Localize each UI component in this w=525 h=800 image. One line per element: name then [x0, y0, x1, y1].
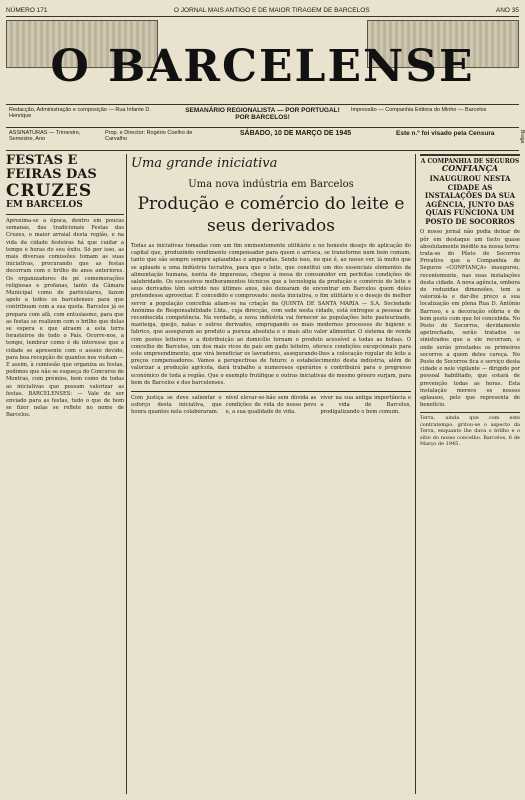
main-bottom-1: Com justiça se deve salientar o esforço desta iniciativa, que honra quantos nela colaboraram.: [131, 395, 222, 416]
side-margin-note: Braga: [519, 130, 525, 144]
festas-article-body: Aproxima-se a época, dentro em poucas semanas, das tradicionais Festas das Cruzes, o maior arraial desta região, e na vida da cidade festeiras há que cuidar a tempo e horas do seu êxito. Só por isso, as mais diversas comissões tomam as suas iniciativas, procurando que as festas decorram com o brilho de anos anteriores. Os organizadores de pé comemorações religiosas e profanas, tanto da Câmara Municipal como de particulares, fazem apelo a todos os barcelenses para que contribuam com a sua quota. Barcelos já os prepara com afã, com entusiasmo, para que as festas se realizem com o brilho que delas se espera e que atraem a esta terra forasteiros de todo o País. Ocorre-nos, a tempo, lembrar como é de interesse que a cidade se apresente com o asseio devido, para boa recepção de quantos nos visitam — E assim, à comissão que organiza as festas, pedimos que não se esqueça do Concurso de Montras, com prémios, bem como de todas as iniciativas que possam valorizar as festas. BARCELENSES: — Vale de ser enviado para as festas, tudo o que de bom se fizer nelas se reflete no nome de Barcelos.: [6, 218, 124, 419]
main-bottom-3: viver na sua antiga importância e a vida de Barcelos, prodigalizando o bem comum.: [320, 395, 412, 416]
director: Prop. e Director: Rogério Coelho de Carvalho: [105, 130, 193, 142]
insurance-subheading: INAUGUROU NESTA CIDADE AS INSTALAÇÕES DA SUA AGÊNCIA, JUNTO DAS QUAIS FUNCIONA UM POSTO DE SOCORROS: [424, 174, 516, 226]
barcelos-heading: EM BARCELOS: [6, 200, 83, 210]
divider: [6, 214, 124, 215]
year-number: ANO 35: [495, 6, 519, 14]
main-column: [126, 154, 416, 794]
cruzes-heading: CRUZES: [6, 181, 93, 201]
info-bar: [6, 104, 519, 128]
sub-bar: [6, 128, 519, 151]
issue-date: SÁBADO, 10 DE MARÇO DE 1945: [239, 130, 352, 137]
subscriptions: ASSINATURAS — Trimestre, Semestre, Ano: [9, 130, 81, 142]
insurance-article-body: O nosso jornal não podia deixar de pôr em destaque um facto quase absolutamente inédito na nossa terra: trata-se do Pôsto de Socorros Privativo que a Companhia de Seguros «CONFIANÇA» inaugurou, recentemente, nas suas instalações desta cidade. A nova agência, embora de reduzidas dimensões, tem a valorizá-la e dar-lhe preço a sua localização em plena Rua D. António Barroso, e a decoração sóbria e de bom gosto com que foi concebida. No Posto de Socorros, devidamente apetrechado, serão tratados os sinistrados que a ele recorram, e onde serão prestados os primeiros socorros a quem deles careça. No Posto de Socorros fica o serviço desta cidade e nele vigilante — dirigido por pessoal habilitado, que estará de prevenção todas as horas. Esta instalação merece os nossos aplausos, pelo que representa de benefício.: [420, 229, 520, 409]
main-headline: Uma nova indústria em Barcelos: [188, 179, 354, 190]
insurance-heading: A COMPANHIA DE SEGUROS: [420, 154, 520, 165]
left-column: [6, 154, 124, 794]
issue-number: NÚMERO 171: [6, 6, 48, 14]
main-article-body: Todas as iniciativas tomadas com um fim eminentemente utilitário e no honesto desejo de aplicação do capital que, produzindo rendimento compensador para quem o arrisca, se transforme num bem comum, tanto que são sempre sempre aplaudidas e amparadas. Sendo isso, no que é, ao nosso ver, lá muito que se aplaude a uma indústria lucrativa, para que o leite, que constitui um dos essenciais elementos da alimentação humana, isenta de impurezas, chegue à mesa do consumidor em perfeitas condições de salubridade. Os sucessivos melhoramentos técnicos que a tecnologia da produção e comércio do leite e seus derivados têm sofrido nos últimos anos, não deixaram de encontrar em Barcelos quem deles pretendesse aproveitar. É concedido e comprovado: nesta iniciativa, o fim utilitário e o desejo de melhor servir a população concelhia aliam-se na criação da QUINTA DE SANTA MARIA — S.A. Sociedade Anónima de Responsabilidade Ltda., cuja direcção, com sede nesta cidade, está entregue a pessoas de reconhecida competência. Na verdade, a nova indústria vai fornecer às populações leite pasteurizado, manteiga, queijo, natas e outros derivados, empregando os mais modernos processos de higiene e fabrico, que asseguram ao produto a pureza absoluta e o mais alto valor alimentar. O sistema de venda com postos leiteiros e a distribuição ao domicílio tornam o produto acessível a todas as bolsas. O concelho de Barcelos, um dos mais ricos do país em gado leiteiro, oferece condições excepcionais para este empreendimento, que virá beneficiar os lavradores, assegurando-lhes a colocação regular do leite a preços compensadores. Vamos a perspectivas de futuro: o estabelecimento desta indústria, além de valorizar a produção agrícola, dará trabalho a numerosos operários e contribuirá para o progresso económico de toda a região. Que o exemplo frutifique e outras iniciativas do mesmo género surjam, para bem de Barcelos e dos barcelenses.: [131, 243, 411, 386]
info-center: SEMANÁRIO REGIONALISTA — POR PORTUGAL! POR BARCELOS!: [185, 107, 340, 121]
main-bottom-2: nível elevar-se-hão sem dúvida as condições de vida do nosso povo e, a sua qualidade de vida.: [225, 395, 317, 416]
masthead: [6, 20, 519, 102]
main-bottom-columns: [131, 391, 411, 417]
newspaper-title: O BARCELENSE: [50, 40, 475, 92]
tagline: O JORNAL MAIS ANTIGO E DE MAIOR TIRAGEM DE BARCELOS: [173, 6, 370, 14]
info-right: Impressão — Companhia Editora do Minho — Barcelos: [351, 107, 487, 113]
top-line: [6, 4, 519, 17]
main-kicker: Uma grande iniciativa: [131, 156, 278, 171]
festas-heading: FESTAS E FEIRAS DAS: [6, 154, 97, 182]
insurance-name: CONFIANÇA: [441, 163, 499, 174]
main-subheadline: Produção e comércio do leite e seus derivados: [137, 194, 405, 236]
right-column: [420, 154, 520, 794]
insurance-bottom: Terra, ainda que com este contratempo, gritou-se o aspecto da Terra, enquanto lhe dava o brilho e o sítio do nosso concelho. Barcelos, 6 de Março de 1945.: [420, 412, 520, 448]
info-left: Redacção, Administração e composição — Rua Infante D. Henrique: [9, 107, 151, 119]
censorship-note: Este n.º foi visado pela Censura: [396, 130, 495, 137]
